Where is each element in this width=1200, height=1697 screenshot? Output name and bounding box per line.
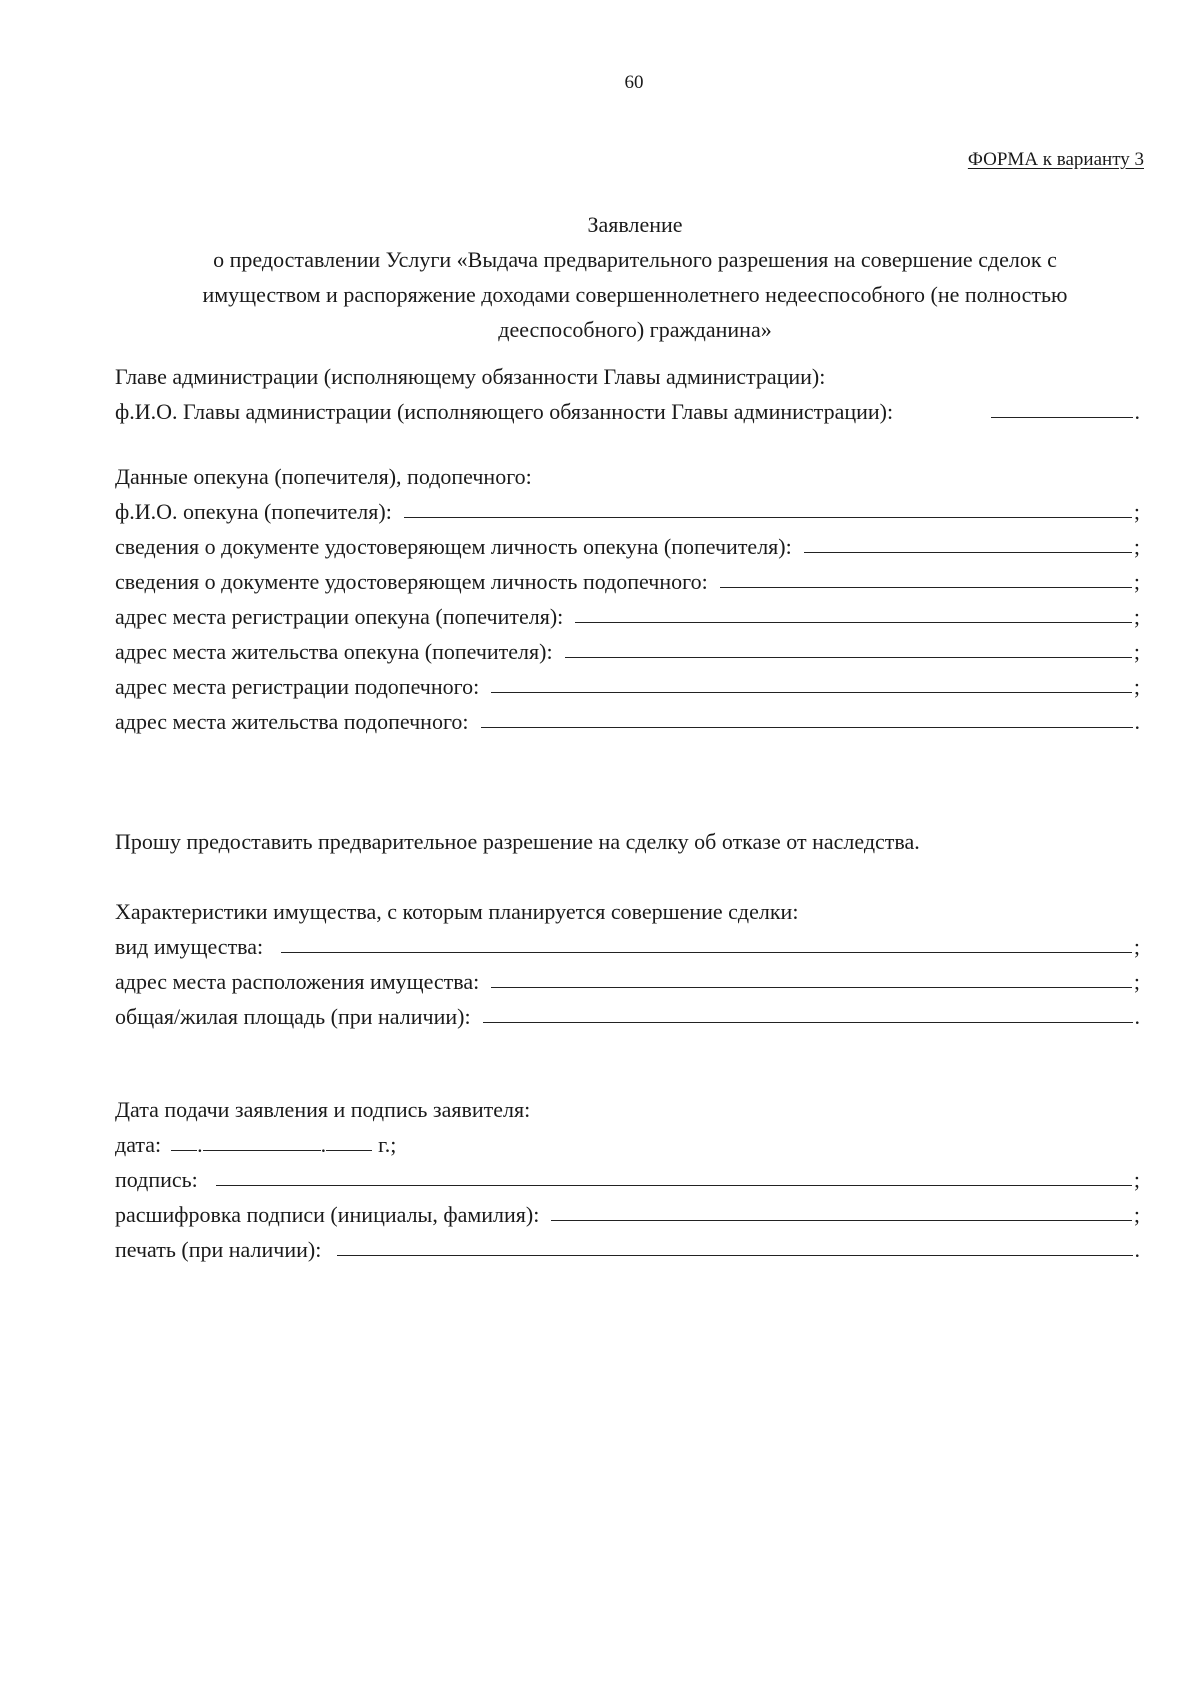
ward-residence-address-field[interactable] [481, 726, 1133, 728]
form-reference: ФОРМА к варианту 3 [967, 149, 1144, 170]
form-field-row [115, 560, 1140, 595]
field-label: сведения о документе удостоверяющем личность подопечного: [115, 569, 708, 594]
ward-id-document-field[interactable] [720, 586, 1132, 588]
date-year-field[interactable] [326, 1149, 372, 1151]
head-fio-field[interactable] [991, 416, 1133, 418]
property-section [115, 890, 1140, 1030]
field-end-punct: . [1134, 709, 1140, 734]
page-number: 60 [624, 72, 644, 93]
field-label: расшифровка подписи (инициалы, фамилия): [115, 1202, 540, 1227]
guardian-residence-address-field[interactable] [565, 656, 1132, 658]
section-heading: Характеристики имущества, с которым планируется совершение сделки: [115, 899, 799, 924]
property-location-field[interactable] [491, 986, 1132, 988]
request-section [115, 820, 1140, 855]
guardian-fio-field[interactable] [404, 516, 1132, 518]
form-field-row [115, 995, 1140, 1030]
form-field-row [115, 960, 1140, 995]
date-row [115, 1123, 1140, 1158]
field-label: адрес места расположения имущества: [115, 969, 480, 994]
form-field-row [115, 925, 1140, 960]
field-label: вид имущества: [115, 934, 264, 959]
field-end-punct: . [1134, 1004, 1140, 1029]
property-type-field[interactable] [281, 951, 1132, 953]
form-field-row [115, 1193, 1140, 1228]
date-month-field[interactable] [203, 1149, 321, 1151]
field-label: печать (при наличии): [115, 1237, 322, 1262]
date-separator: . [320, 1132, 327, 1157]
addressee-section [115, 355, 1140, 425]
field-label: адрес места жительства опекуна (попечителя): [115, 639, 553, 664]
property-area-field[interactable] [483, 1021, 1133, 1023]
ward-registration-address-field[interactable] [491, 691, 1132, 693]
field-end-punct: ; [1133, 1202, 1140, 1227]
date-day-field[interactable] [171, 1149, 197, 1151]
title-line: Заявление [587, 212, 683, 237]
field-end-punct: . [1134, 1237, 1140, 1262]
stamp-field[interactable] [337, 1254, 1132, 1256]
field-end-punct: ; [1133, 604, 1140, 629]
field-end-punct: ; [1133, 1167, 1140, 1192]
title-line: дееспособного) гражданина» [498, 317, 772, 342]
section-heading: Данные опекуна (попечителя), подопечного: [115, 464, 532, 489]
form-field-row [115, 490, 1140, 525]
field-label: общая/жилая площадь (при наличии): [115, 1004, 471, 1029]
date-separator: . [197, 1132, 203, 1157]
field-end-punct: . [1134, 399, 1140, 424]
field-label: ф.И.О. опекуна (попечителя): [115, 499, 392, 524]
field-label: сведения о документе удостоверяющем личность опекуна (попечителя): [115, 534, 792, 559]
signature-section [115, 1088, 1140, 1263]
field-label: дата: [115, 1132, 162, 1157]
field-end-punct: ; [1133, 969, 1140, 994]
field-label: ф.И.О. Главы администрации (исполняющего обязанности Главы администрации): [115, 399, 894, 424]
form-field-row [115, 630, 1140, 665]
section-heading: Главе администрации (исполняющему обязанности Главы администрации): [115, 364, 826, 389]
signature-field[interactable] [216, 1184, 1132, 1186]
form-field-row [115, 595, 1140, 630]
head-fio-row [115, 390, 1140, 425]
field-end-punct: ; [1133, 569, 1140, 594]
form-field-row [115, 700, 1140, 735]
guardian-section [115, 455, 1140, 735]
field-end-punct: ; [1133, 639, 1140, 664]
field-end-punct: ; [1133, 499, 1140, 524]
field-label: адрес места жительства подопечного: [115, 709, 469, 734]
title-line: о предоставлении Услуги «Выдача предварительного разрешения на совершение сделок с [213, 247, 1057, 272]
guardian-registration-address-field[interactable] [575, 621, 1132, 623]
form-field-row [115, 1228, 1140, 1263]
document-title [140, 207, 1130, 347]
field-label: адрес места регистрации подопечного: [115, 674, 480, 699]
form-field-row [115, 665, 1140, 700]
field-end-punct: ; [1133, 934, 1140, 959]
form-field-row [115, 525, 1140, 560]
title-line: имуществом и распоряжение доходами совершеннолетнего недееспособного (не полностью [202, 282, 1068, 307]
request-text: Прошу предоставить предварительное разрешение на сделку об отказе от наследства. [115, 829, 920, 854]
section-heading: Дата подачи заявления и подпись заявителя: [115, 1097, 531, 1122]
field-end-punct: ; [1133, 674, 1140, 699]
field-label: адрес места регистрации опекуна (попечителя): [115, 604, 564, 629]
form-field-row [115, 1158, 1140, 1193]
field-label: подпись: [115, 1167, 198, 1192]
guardian-id-document-field[interactable] [804, 551, 1132, 553]
signature-transcript-field[interactable] [551, 1219, 1132, 1221]
date-suffix: г.; [378, 1132, 397, 1157]
addressee-heading [115, 355, 1140, 390]
field-end-punct: ; [1133, 534, 1140, 559]
